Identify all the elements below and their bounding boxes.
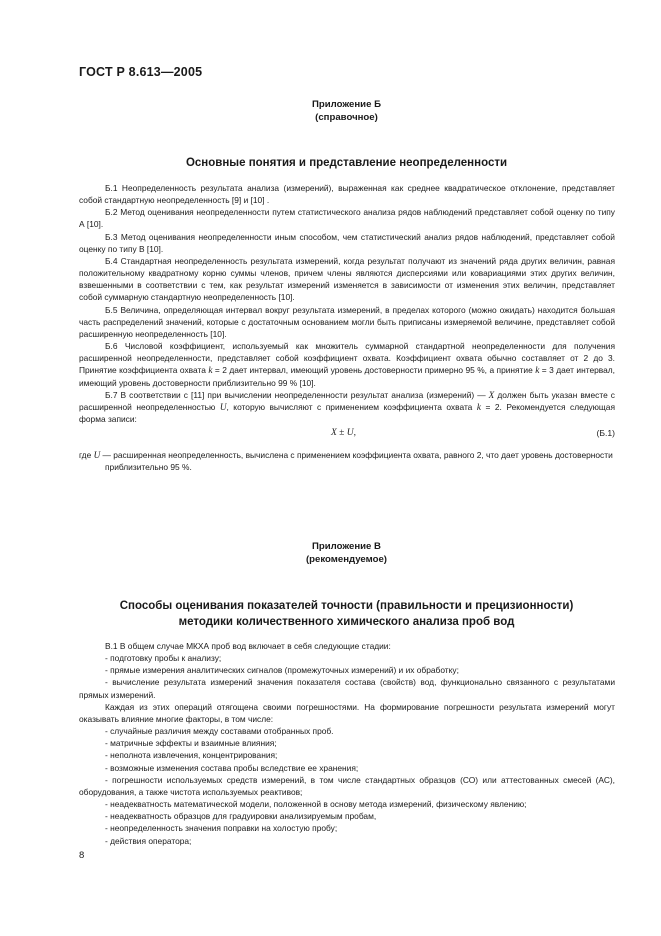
- annex-v-label: [79, 540, 614, 566]
- paragraph-b4: Б.4 Стандартная неопределенность результата измерений, когда результат получают из значений ряда других величин, равная положительному квадратному корню суммы членов, причем члены являются дисперсиями или ковариациями этих других величин, взвешенными в соответствии с тем, как результат измерений изменяется в зависимости от изменения этих величин, представляет собой суммарную стандартную неопределенность [10].: [79, 255, 615, 303]
- annex-v-line: - неполнота извлечения, концентрирования;: [105, 750, 278, 761]
- annex-v-title-line1: Способы оценивания показателей точности (правильности и прецизионности): [119, 600, 574, 612]
- annex-v-status: (рекомендуемое): [305, 554, 387, 565]
- paragraph-b5: Б.5 Величина, определяющая интервал вокруг результата измерений, в пределах которого (можно ожидать) находится большая часть распределений значений, которые с достаточным основанием могли быть приписаны измеряемой величине, представляет собой расширенную неопределенность [10].: [79, 304, 615, 339]
- annex-v-line: - возможные изменения состава пробы вследствие ее хранения;: [105, 762, 359, 773]
- annex-v-line: - прямые измерения аналитических сигналов (промежуточных измерений) и их обработку;: [105, 665, 459, 676]
- annex-v-line: - погрешности используемых средств измерений, в том числе стандартных образцов (СО) или аттестованных смесей (АС), оборудования, а также чистота используемых реактивов;: [79, 774, 615, 797]
- annex-b-status: (справочное): [315, 112, 378, 123]
- paragraph-b3: Б.3 Метод оценивания неопределенности иным способом, чем статистический анализ рядов наблюдений, представляет собой оценку по типу В [10].: [79, 231, 615, 254]
- annex-v-line: - неадекватность математической модели, положенной в основу метода измерений, физическому явлению;: [105, 799, 527, 810]
- annex-b-title-label: Приложение Б: [312, 99, 381, 110]
- formula-explanation: [79, 449, 615, 473]
- annex-v-line: - неадекватность образцов для градуировки анализируемым пробам,: [105, 811, 377, 822]
- annex-v-title: [79, 598, 614, 630]
- annex-v-line: - неопределенность значения поправки на холостую пробу;: [105, 823, 338, 834]
- where-text: где U — расширенная неопределенность, вычислена с применением коэффициента охвата, равного 2, что дает уровень достоверности приблизительно 95 %.: [79, 450, 613, 473]
- annex-v-title-label: Приложение В: [312, 541, 381, 552]
- paragraph-b1: Б.1 Неопределенность результата анализа (измерений), выраженная как среднее квадратическое отклонение, представляет собой стандартную неопределенность [9] и [10] .: [79, 183, 615, 206]
- paragraph-b2: Б.2 Метод оценивания неопределенности путем статистического анализа рядов наблюдений представляет собой оценку по типу А [10].: [79, 207, 615, 230]
- annex-v-body: [79, 640, 615, 847]
- annex-b-title: Основные понятия и представление неопределенности: [185, 157, 508, 169]
- page-number: 8: [79, 850, 85, 861]
- paragraph-b6: Б.6 Числовой коэффициент, используемый как множитель суммарной стандартной неопределенности для получения расширенной неопределенности, представляет собой коэффициент охвата. Коэффициент охвата обычно составляет от 2 до 3. Принятие коэффициента охвата k = 2 дает интервал, имеющий уровень достоверности примерно 95 %, а принятие k = 3 дает интервал, имеющий уровень достоверности приблизительно 99 % [10].: [79, 341, 616, 388]
- annex-v-line: - подготовку пробы к анализу;: [105, 653, 222, 664]
- annex-v-line: Каждая из этих операций отягощена своими погрешностями. На формирование погрешности результата измерений могут оказывать влияние многие факторы, в том числе:: [79, 701, 615, 724]
- annex-v-line: - вычисление результата измерений значения показателя состава (свойств) вод, функционально связанного с результатами прямых измерений.: [79, 677, 615, 700]
- annex-v-line: - случайные различия между составами отобранных проб.: [105, 726, 334, 737]
- annex-b-label: [79, 98, 614, 124]
- annex-v-line: - действия оператора;: [105, 835, 192, 846]
- formula-expression: X ± U,: [331, 428, 357, 438]
- annex-v-title-line2: методики количественного химического анализа проб вод: [178, 616, 515, 628]
- document-header: ГОСТ Р 8.613—2005: [79, 65, 203, 79]
- paragraph-b7: Б.7 В соответствии с [11] при вычислении неопределенности результат анализа (измерений) — X должен быть указан вместе с расширенной неопределенностью U, которую вычисляют с применением коэффициента охвата k = 2. Рекомендуется следующая форма записи:: [79, 389, 616, 424]
- formula-b1: [79, 428, 615, 442]
- annex-v-line: - матричные эффекты и взаимные влияния;: [105, 738, 277, 749]
- annex-b-body: [79, 182, 615, 425]
- formula-number: (Б.1): [596, 428, 615, 438]
- annex-v-line: В.1 В общем случае МКХА проб вод включает в себя следующие стадии:: [105, 641, 391, 651]
